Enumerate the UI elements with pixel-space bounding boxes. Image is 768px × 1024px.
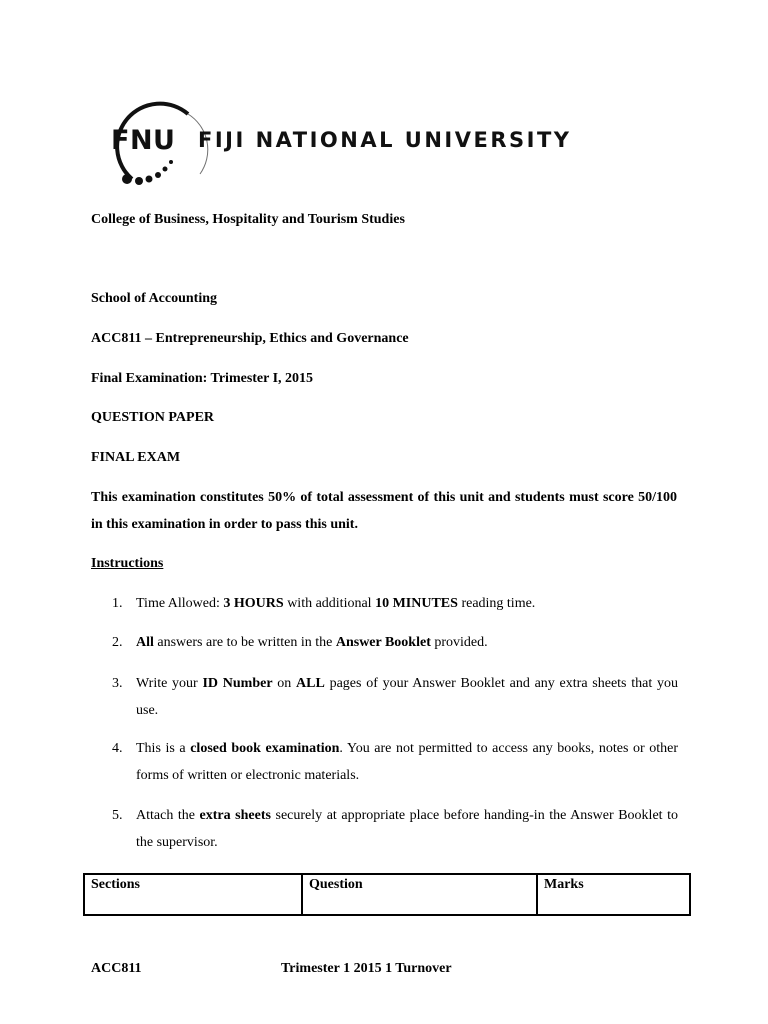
university-logo bbox=[92, 92, 592, 192]
question-header: Question bbox=[302, 874, 537, 915]
instruction-emphasis: 10 MINUTES bbox=[375, 596, 458, 611]
instruction-emphasis: All bbox=[136, 635, 154, 650]
footer-course-code: ACC811 bbox=[91, 961, 142, 976]
instruction-emphasis: ALL bbox=[296, 676, 325, 691]
instruction-text bbox=[136, 735, 678, 789]
exam-title: Final Examination: Trimester I, 2015 bbox=[91, 371, 314, 386]
instruction-item bbox=[91, 629, 678, 656]
instruction-text bbox=[136, 590, 678, 617]
instruction-text bbox=[136, 802, 678, 856]
instruction-emphasis: 3 HOURS bbox=[223, 596, 284, 611]
instruction-emphasis: Answer Booklet bbox=[335, 635, 431, 650]
marks-header: Marks bbox=[537, 874, 690, 915]
college-name: College of Business, Hospitality and Tourism Studies bbox=[91, 212, 405, 227]
instruction-item bbox=[91, 590, 678, 617]
footer-page-info: Trimester 1 2015 1 Turnover bbox=[281, 961, 452, 976]
instruction-emphasis: closed book examination bbox=[190, 741, 340, 756]
exam-type: FINAL EXAM bbox=[91, 450, 181, 465]
instruction-item bbox=[91, 670, 678, 724]
instruction-text bbox=[136, 670, 678, 724]
instruction-run: Attach the bbox=[136, 808, 200, 823]
logo-wordmark: FIJI NATIONAL UNIVERSITY bbox=[198, 128, 572, 152]
instruction-run: This is a bbox=[136, 741, 191, 756]
sections-header: Sections bbox=[84, 874, 302, 915]
instruction-run: answers are to be written in the bbox=[153, 635, 336, 650]
course-title: ACC811 – Entrepreneurship, Ethics and Governance bbox=[91, 331, 409, 346]
instruction-run: Write your bbox=[136, 676, 203, 691]
logo-abbreviation: FNU bbox=[111, 125, 176, 156]
instruction-run: pages of your Answer Booklet and any extra sheets that you use. bbox=[136, 676, 678, 718]
instruction-number: 1. bbox=[112, 596, 123, 611]
instruction-text bbox=[136, 629, 678, 656]
instruction-run: . You are not permitted to access any books, notes or other forms of written or electronic materials. bbox=[136, 741, 678, 783]
instruction-number: 5. bbox=[112, 808, 123, 823]
instruction-item bbox=[91, 802, 678, 856]
instruction-number: 3. bbox=[112, 676, 123, 691]
marks-table-header-row bbox=[84, 874, 690, 915]
instruction-run: Time Allowed: bbox=[136, 596, 224, 611]
instruction-run: on bbox=[272, 676, 297, 691]
instruction-emphasis: extra sheets bbox=[199, 808, 271, 823]
instruction-run: provided. bbox=[430, 635, 488, 650]
instruction-number: 4. bbox=[112, 741, 123, 756]
marks-table bbox=[83, 873, 691, 916]
assessment-note: This examination constitutes 50% of total assessment of this unit and students must score 50/100 in this examination in order to pass this unit. bbox=[91, 490, 677, 532]
instruction-number: 2. bbox=[112, 635, 123, 650]
instructions-heading: Instructions bbox=[91, 556, 164, 571]
instruction-emphasis: ID Number bbox=[202, 676, 273, 691]
school-name: School of Accounting bbox=[91, 291, 218, 306]
instruction-item bbox=[91, 735, 678, 789]
instruction-run: with additional bbox=[283, 596, 376, 611]
instruction-run: reading time. bbox=[457, 596, 536, 611]
instruction-run: securely at appropriate place before handing-in the Answer Booklet to the supervisor. bbox=[136, 808, 678, 850]
paper-type: QUESTION PAPER bbox=[91, 410, 215, 425]
